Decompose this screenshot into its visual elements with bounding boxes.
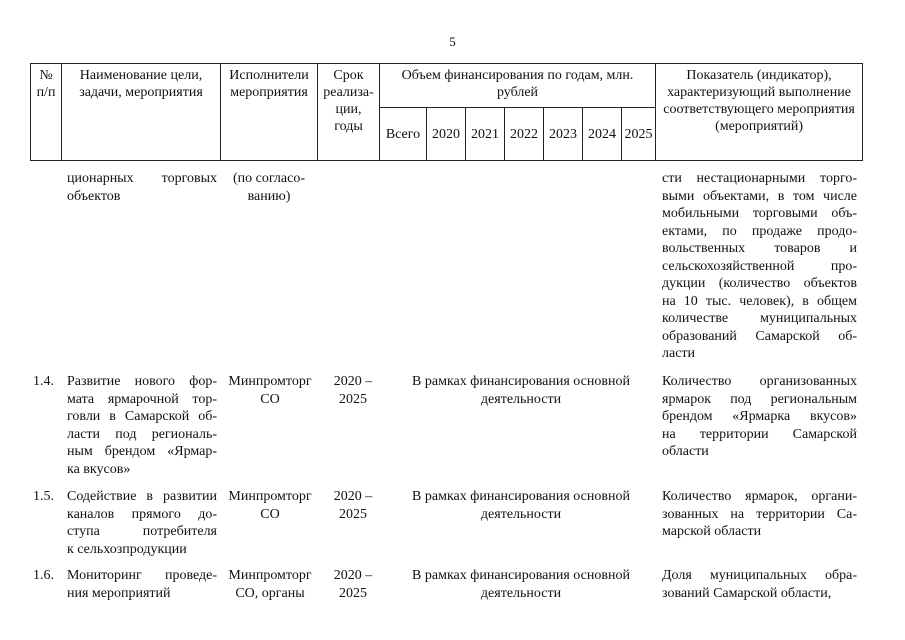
cell-line: сти нестационарными торго- [662,171,857,186]
cell-line: мобильными торговыми объ- [662,206,857,221]
row-name [67,567,217,602]
row-funding [390,567,652,602]
cont-exec-line2: ванию) [247,188,291,204]
row-number: 1.4. [33,374,54,389]
header-term: Срок реализа-ции, годы [318,64,380,161]
header-year-2020: 2020 [427,108,466,161]
cell-line: СО, органы [235,585,305,601]
row-number: 1.5. [33,489,54,504]
row-term [322,488,384,523]
cell-line: Развитие нового фор- [67,374,217,389]
cell-line: вольственных товаров и [662,241,857,256]
header-name: Наименование цели, задачи, мероприятия [62,64,221,161]
cell-line: Количество ярмарок, органи- [662,489,857,504]
cell-line: количестве муниципальных [662,311,857,326]
header-year-2025: 2025 [622,108,656,161]
header-year-2024: 2024 [583,108,622,161]
page-number: 5 [449,34,456,49]
cell-line: сельскохозяйственной про- [662,258,857,274]
cell-line: Мониторинг проведе- [67,568,217,583]
cell-line: 2025 [339,391,367,407]
cell-line: Минпромторг [228,374,312,389]
cell-line: мата ярмарочной тор- [67,391,217,407]
cell-line: к сельхозпродукции [67,541,187,557]
row-name [67,373,217,478]
cell-line: В рамках финансирования основной [412,374,630,389]
row-indicator [662,488,857,541]
row-term [322,567,384,602]
cell-line: ным брендом «Ярмар- [67,444,217,459]
row-executors [222,373,318,408]
header-executors: Исполнители мероприятия [221,64,318,161]
row-indicator [662,567,857,602]
cell-line: на территории Самарской [662,426,857,442]
cont-executors [223,170,315,205]
cell-line: 2025 [339,506,367,522]
cell-line: дукции (количество объектов [662,276,857,291]
row-executors [222,567,318,602]
cell-line: брендом «Ярмарка вкусов» [662,409,857,424]
row-name [67,488,217,558]
cell-line: зований Самарской области, [662,585,832,601]
cell-line: Минпромторг [228,568,312,583]
cell-line: ния мероприятий [67,585,171,601]
cell-line: ласти [662,346,696,361]
cont-indicator [662,170,857,363]
cell-line: говли в Самарской об- [67,409,217,424]
header-num-text: № п/п [36,68,56,100]
cell-line: Доля муниципальных обра- [662,568,857,583]
cont-name [67,170,217,205]
cell-line: зованных на территории Са- [662,506,857,522]
cell-line: ярмарок под региональным [662,391,857,407]
cell-line: Количество организованных [662,374,857,389]
cell-line: деятельности [480,391,562,407]
cell-line: Минпромторг [228,489,312,504]
header-funding: Объем финансирования по годам, млн. рублей [380,64,656,108]
cell-line: деятельности [480,506,562,522]
cell-line: на 10 тыс. человек), в общем [662,293,857,309]
cell-line: области [662,444,709,459]
header-year-2021: 2021 [466,108,505,161]
cont-exec-line1: (по согласо- [233,171,305,186]
row-funding [390,373,652,408]
cont-name-word2: торговых [161,171,217,186]
cell-line: 2020 – [333,374,373,389]
cell-line: СО [260,506,280,522]
cell-line: выми объектами, в том числе [662,188,857,204]
cont-name-line2: объектов [67,188,121,204]
row-indicator [662,373,857,461]
cell-line: ступа потребителя [67,524,217,539]
header-num [31,64,62,161]
header-indicator: Показатель (индикатор), характеризующий выполнение соответствующего мероприятия (мероприятий) [656,64,863,161]
cont-name-word1: ционарных [67,171,134,186]
row-funding [390,488,652,523]
cell-line: 2020 – [333,489,373,504]
header-year-total: Всего [380,108,427,161]
cell-line: каналов прямого до- [67,506,217,522]
row-term [322,373,384,408]
cell-line: образований Самарской об- [662,328,857,344]
header-year-2022: 2022 [505,108,544,161]
cell-line: деятельности [480,585,562,601]
cell-line: ка вкусов» [67,461,131,477]
row-number: 1.6. [33,568,54,583]
cell-line: Содействие в развитии [67,489,217,504]
cell-line: СО [260,391,280,407]
cell-line: ектами, по продаже продо- [662,223,857,239]
cell-line: ласти под региональ- [67,426,217,442]
header-year-2023: 2023 [544,108,583,161]
table-header [30,63,862,161]
cell-line: марской области [662,524,762,539]
cell-line: 2025 [339,585,367,601]
row-executors [222,488,318,523]
cell-line: В рамках финансирования основной [412,568,630,583]
cell-line: В рамках финансирования основной [412,489,630,504]
cell-line: 2020 – [333,568,373,583]
